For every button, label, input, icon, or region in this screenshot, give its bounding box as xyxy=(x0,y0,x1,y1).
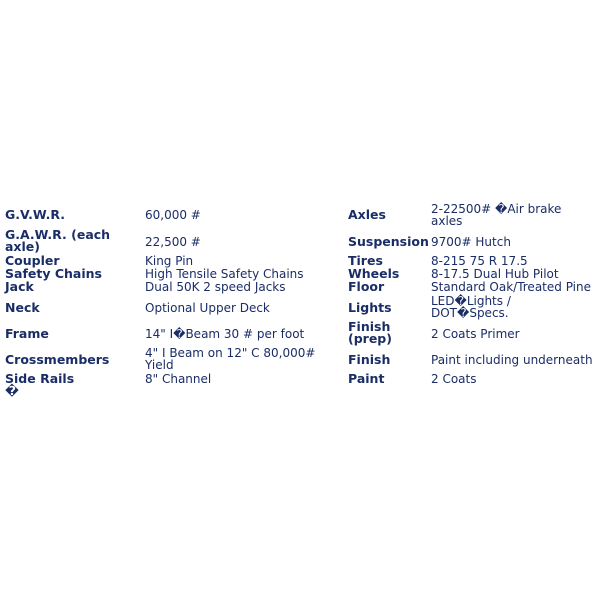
spec-label: Neck xyxy=(5,300,40,315)
spec-label: Frame xyxy=(5,326,49,341)
spec-label: Floor xyxy=(348,279,385,294)
spec-label: Wheels xyxy=(348,266,400,281)
spec-label: Coupler xyxy=(5,253,60,268)
spec-value: Optional Upper Deck xyxy=(145,301,270,315)
spec-value: 8-17.5 Dual Hub Pilot xyxy=(431,267,559,281)
spec-value: High Tensile Safety Chains xyxy=(145,267,304,281)
spec-value: 8-215 75 R 17.5 xyxy=(431,254,528,268)
spec-value: Standard Oak/Treated Pine xyxy=(431,280,591,294)
spec-label: Crossmembers xyxy=(5,352,110,367)
spec-label: Jack xyxy=(5,279,34,294)
spec-value: 2 Coats xyxy=(431,372,477,386)
spec-value: Dual 50K 2 speed Jacks xyxy=(145,280,286,294)
spec-label: G.V.W.R. xyxy=(5,207,65,222)
spec-value: 4" I Beam on 12" C 80,000# Yield xyxy=(145,346,316,372)
spec-value: King Pin xyxy=(145,254,194,268)
spec-value: Paint including underneath xyxy=(431,353,593,367)
spec-label: Side Rails � xyxy=(5,371,75,398)
spec-value: 9700# Hutch xyxy=(431,235,511,249)
spec-label: Axles xyxy=(348,207,386,222)
spec-label: Finish (prep) xyxy=(348,319,392,346)
spec-label: Finish xyxy=(348,352,391,367)
spec-value: 8" Channel xyxy=(145,372,212,386)
spec-label: Tires xyxy=(348,253,383,268)
spec-value: 60,000 # xyxy=(145,208,201,222)
spec-value: LED�Lights / DOT�Specs. xyxy=(431,294,511,320)
spec-value: 22,500 # xyxy=(145,235,201,249)
spec-label: Lights xyxy=(348,300,392,315)
spec-value: 2 Coats Primer xyxy=(431,327,520,341)
spec-label: Paint xyxy=(348,371,385,386)
spec-label: G.A.W.R. (each axle) xyxy=(5,227,111,254)
spec-label: Suspension xyxy=(348,234,429,249)
spec-label: Safety Chains xyxy=(5,266,102,281)
spec-value: 14" I�Beam 30 # per foot xyxy=(145,327,305,341)
spec-value: 2-22500# �Air brake axles xyxy=(431,202,562,228)
